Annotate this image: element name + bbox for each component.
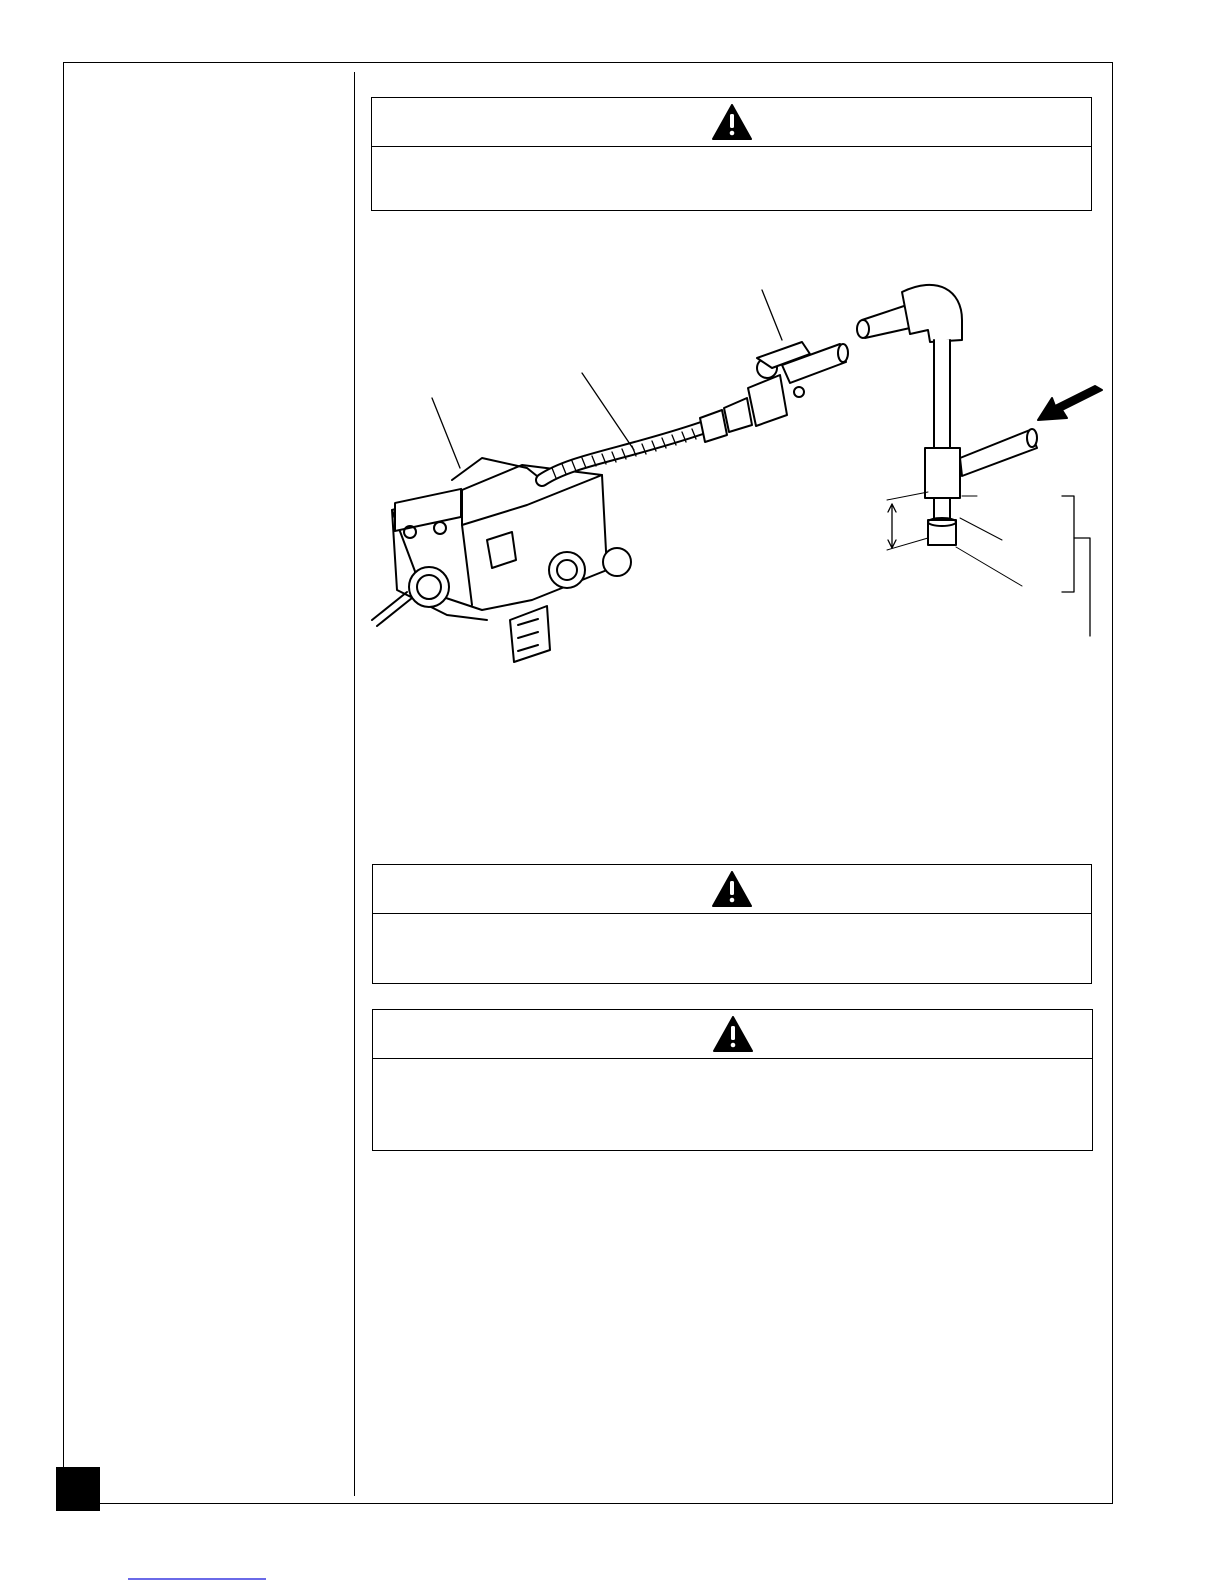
footer-link[interactable] [128,1578,266,1580]
warning-body [372,147,1091,210]
warning-body [373,1059,1092,1150]
flexible-gas-line-icon [542,428,702,480]
warning-triangle-icon [712,871,752,907]
sediment-trap-icon [887,492,1090,636]
page-number-tab [56,1467,100,1511]
warning-triangle-icon [713,1016,753,1052]
warning-box-1 [371,97,1092,211]
warning-body [373,914,1091,983]
gas-control-valve-icon [372,458,631,662]
warning-header [373,1010,1092,1059]
warning-header [373,865,1091,914]
column-divider [354,72,355,1496]
gas-connection-figure [362,270,1112,690]
warning-triangle-icon [712,104,752,140]
gas-flow-arrow-icon [1038,386,1102,420]
warning-box-3 [372,1009,1093,1151]
warning-box-2 [372,864,1092,984]
gas-connection-drawing [362,270,1112,690]
warning-header [372,98,1091,147]
shutoff-valve-icon [700,290,848,442]
elbow-pipe-icon [857,285,962,452]
